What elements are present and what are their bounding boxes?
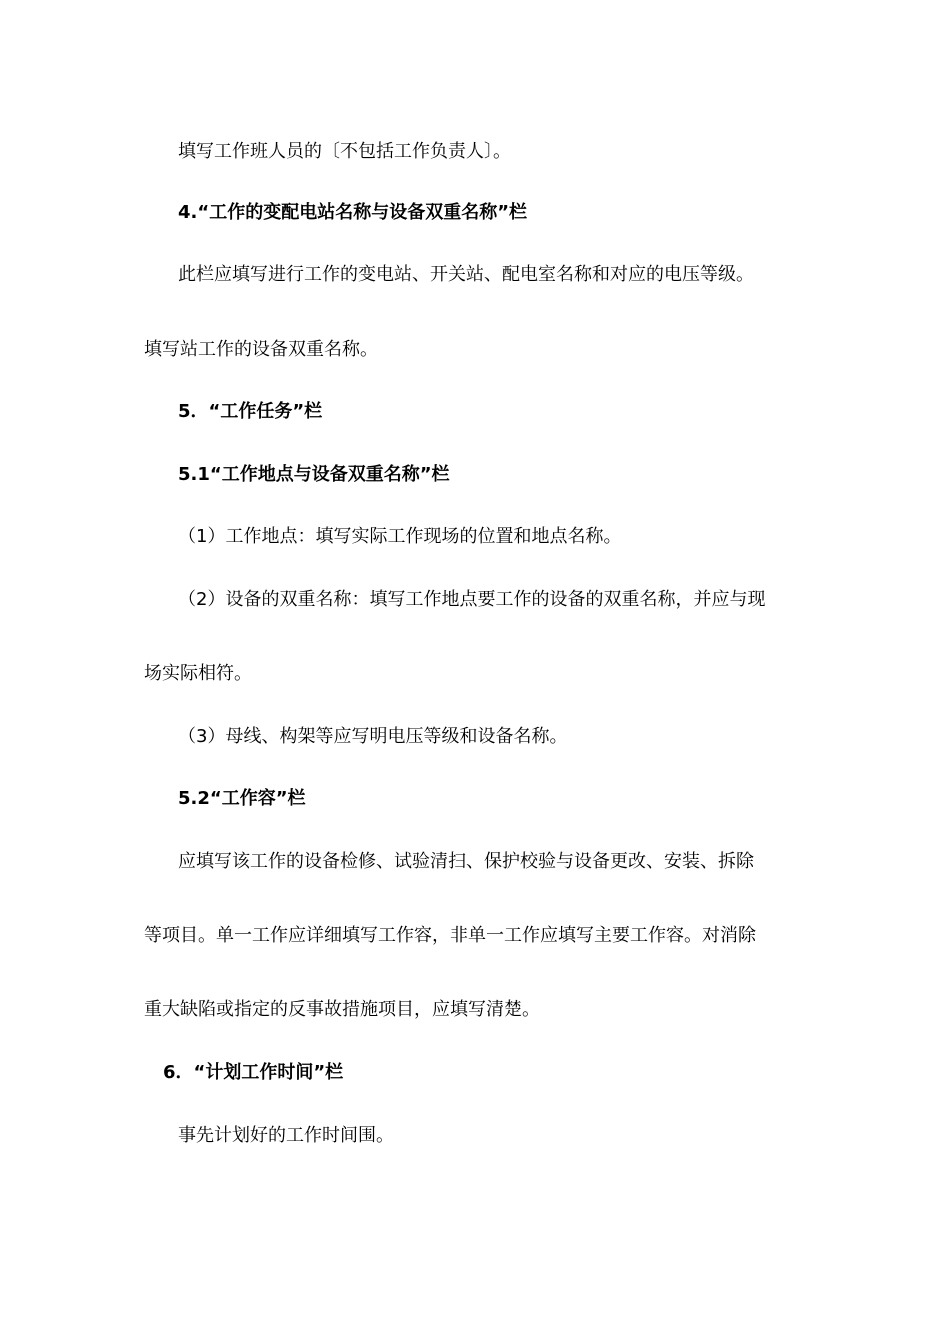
list-item-busbar: （3）母线、构架等应写明电压等级和设备名称。 <box>178 726 568 747</box>
paragraph-work-content-1: 应填写该工作的设备检修、试验清扫、保护校验与设备更改、安装、拆除 <box>178 851 754 872</box>
heading-section-5: 5．“工作任务”栏 <box>178 401 323 422</box>
heading-section-5-1: 5.1“工作地点与设备双重名称”栏 <box>178 464 450 485</box>
heading-section-5-2: 5.2“工作容”栏 <box>178 788 306 809</box>
paragraph-station-equipment: 填写站工作的设备双重名称。 <box>144 339 378 360</box>
paragraph-work-content-2: 等项目。单一工作应详细填写工作容，非单一工作应填写主要工作容。对消除 <box>144 925 756 946</box>
list-item-work-location: （1）工作地点：填写实际工作现场的位置和地点名称。 <box>178 526 622 547</box>
paragraph-work-content-3: 重大缺陷或指定的反事故措施项目，应填写清楚。 <box>144 999 540 1020</box>
paragraph-station-name: 此栏应填写进行工作的变电站、开关站、配电室名称和对应的电压等级。 <box>178 264 754 285</box>
paragraph-planned-time: 事先计划好的工作时间围。 <box>178 1125 394 1146</box>
list-item-equipment-name: （2）设备的双重名称：填写工作地点要工作的设备的双重名称，并应与现 <box>178 589 766 610</box>
list-item-equipment-name-cont: 场实际相符。 <box>144 663 252 684</box>
heading-section-6: 6．“计划工作时间”栏 <box>163 1062 344 1083</box>
paragraph-crew-members: 填写工作班人员的〔不包括工作负责人〕。 <box>178 141 511 162</box>
heading-section-4: 4.“工作的变配电站名称与设备双重名称”栏 <box>178 202 528 223</box>
